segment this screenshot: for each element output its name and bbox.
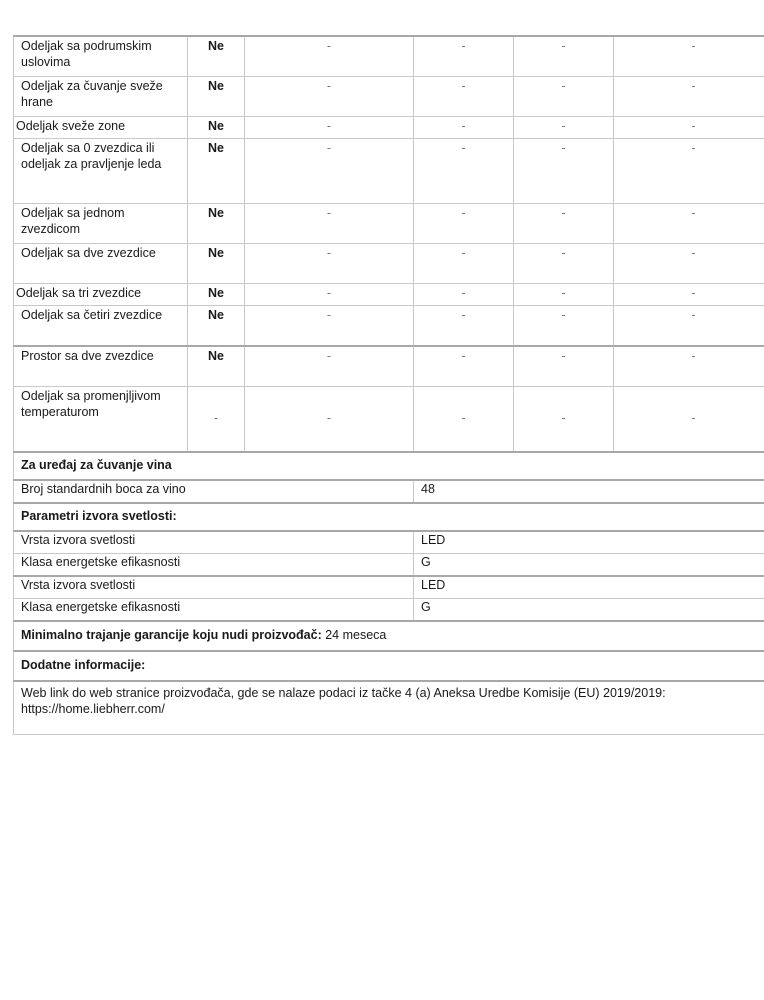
compartment-value: - <box>514 306 614 347</box>
compartment-present: Ne <box>188 117 245 139</box>
compartment-value: - <box>245 36 414 77</box>
compartment-value: - <box>614 244 764 284</box>
compartment-name: Odeljak sa dve zvezdice <box>14 244 188 284</box>
compartment-value: - <box>514 387 614 453</box>
compartment-name: Odeljak sa tri zvezdice <box>14 284 188 306</box>
compartment-row <box>14 77 764 117</box>
compartment-value: - <box>245 346 414 387</box>
compartment-value: - <box>614 36 764 77</box>
spec-label: Broj standardnih boca za vino <box>14 480 414 503</box>
additional-info-row <box>14 681 764 735</box>
compartment-value: - <box>245 139 414 204</box>
light-row <box>14 576 764 599</box>
compartment-value: - <box>414 387 514 453</box>
compartment-value: - <box>514 284 614 306</box>
warranty-value: 24 meseca <box>321 628 387 643</box>
spec-value: G <box>414 554 764 577</box>
compartment-row <box>14 204 764 244</box>
compartment-name: Odeljak sveže zone <box>14 117 188 139</box>
compartment-present: Ne <box>188 306 245 347</box>
warranty-cell <box>14 621 764 651</box>
compartment-name: Odeljak sa promenjljivom temperaturom <box>14 387 188 453</box>
compartment-row <box>14 244 764 284</box>
wine-section-header <box>14 452 764 480</box>
compartment-value: - <box>414 204 514 244</box>
compartment-present: Ne <box>188 36 245 77</box>
warranty-row <box>14 621 764 651</box>
compartment-value: - <box>245 77 414 117</box>
compartment-value: - <box>614 117 764 139</box>
compartment-row <box>14 139 764 204</box>
compartment-value: - <box>514 244 614 284</box>
spec-value: LED <box>414 576 764 599</box>
compartment-row <box>14 36 764 77</box>
compartment-present: Ne <box>188 204 245 244</box>
spec-label: Klasa energetske efikasnosti <box>14 554 414 577</box>
compartment-present: Ne <box>188 139 245 204</box>
compartment-value: - <box>245 306 414 347</box>
compartment-present: Ne <box>188 284 245 306</box>
manufacturer-web-link-text: Web link do web stranice proizvođača, gde se nalaze podaci iz tačke 4 (a) Aneksa Uredbe Komisije (EU) 2019/2019: https://home.liebherr.com/ <box>14 681 764 735</box>
compartment-value: - <box>614 204 764 244</box>
compartment-value: - <box>514 117 614 139</box>
section-heading: Parametri izvora svetlosti: <box>14 503 764 531</box>
compartment-value: - <box>245 284 414 306</box>
compartment-row <box>14 284 764 306</box>
compartment-value: - <box>614 346 764 387</box>
compartment-value: - <box>514 204 614 244</box>
compartment-value: - <box>414 36 514 77</box>
compartment-row <box>14 306 764 347</box>
spec-label: Klasa energetske efikasnosti <box>14 599 414 622</box>
compartment-row <box>14 117 764 139</box>
product-info-table <box>13 35 764 735</box>
warranty-label: Minimalno trajanje garancije koju nudi proizvođač: <box>21 628 322 643</box>
compartment-value: - <box>614 306 764 347</box>
compartment-row <box>14 387 764 453</box>
compartment-value: - <box>614 284 764 306</box>
compartment-value: - <box>414 139 514 204</box>
wine-bottles-row <box>14 480 764 503</box>
compartment-value: - <box>414 284 514 306</box>
compartment-value: - <box>514 346 614 387</box>
section-heading: Dodatne informacije: <box>14 651 764 681</box>
compartment-value: - <box>245 387 414 453</box>
compartment-value: - <box>614 77 764 117</box>
spec-value: 48 <box>414 480 764 503</box>
compartment-value: - <box>414 346 514 387</box>
compartment-name: Prostor sa dve zvezdice <box>14 346 188 387</box>
compartment-present: Ne <box>188 244 245 284</box>
compartment-value: - <box>414 77 514 117</box>
section-heading: Za uređaj za čuvanje vina <box>14 452 764 480</box>
light-section-header <box>14 503 764 531</box>
compartment-value: - <box>414 117 514 139</box>
compartment-name: Odeljak za čuvanje sveže hrane <box>14 77 188 117</box>
compartment-present: Ne <box>188 346 245 387</box>
additional-info-header <box>14 651 764 681</box>
energy-info-table-container <box>13 35 764 735</box>
compartment-name: Odeljak sa jednom zvezdicom <box>14 204 188 244</box>
compartment-value: - <box>414 244 514 284</box>
spec-label: Vrsta izvora svetlosti <box>14 576 414 599</box>
light-row <box>14 599 764 622</box>
compartment-value: - <box>514 77 614 117</box>
compartment-row <box>14 346 764 387</box>
compartment-value: - <box>414 306 514 347</box>
light-row <box>14 554 764 577</box>
compartment-value: - <box>245 204 414 244</box>
compartment-name: Odeljak sa 0 zvezdica ili odeljak za pravljenje leda <box>14 139 188 204</box>
compartment-value: - <box>245 117 414 139</box>
spec-label: Vrsta izvora svetlosti <box>14 531 414 554</box>
compartment-value: - <box>514 139 614 204</box>
light-row <box>14 531 764 554</box>
spec-value: G <box>414 599 764 622</box>
compartment-value: - <box>614 139 764 204</box>
compartment-name: Odeljak sa podrumskim uslovima <box>14 36 188 77</box>
spec-value: LED <box>414 531 764 554</box>
compartment-present: - <box>188 387 245 453</box>
compartment-present: Ne <box>188 77 245 117</box>
compartment-name: Odeljak sa četiri zvezdice <box>14 306 188 347</box>
compartment-value: - <box>514 36 614 77</box>
compartment-value: - <box>614 387 764 453</box>
compartment-value: - <box>245 244 414 284</box>
